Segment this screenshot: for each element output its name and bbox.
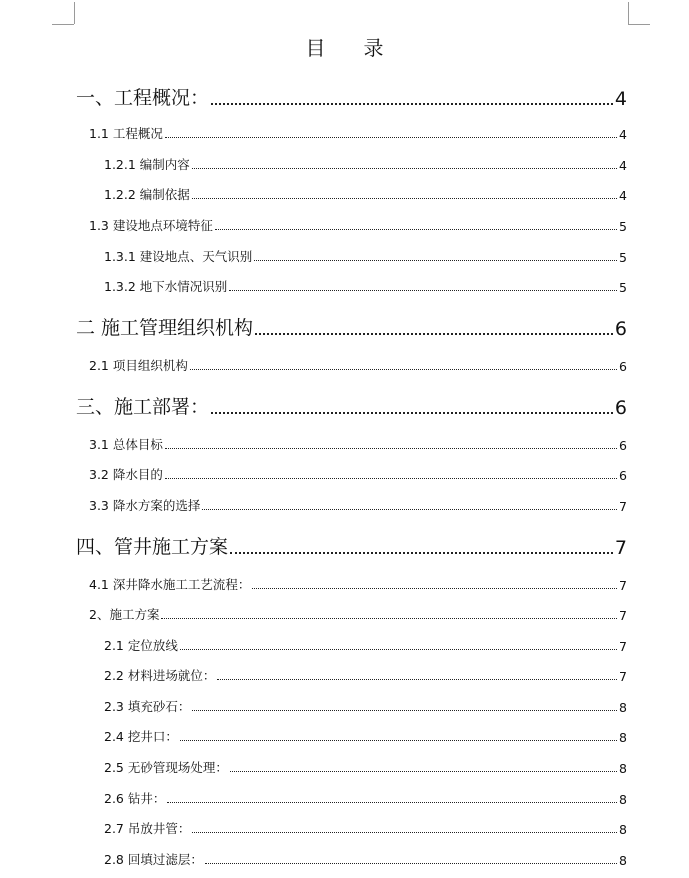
toc-dot-leader xyxy=(229,290,617,291)
toc-dot-leader xyxy=(205,863,617,864)
toc-entry[interactable] xyxy=(104,155,627,173)
toc-entry-label: 3.1 总体目标 xyxy=(89,437,163,452)
toc-entry-page-number: 6 xyxy=(619,438,627,453)
toc-entry-page-number: 7 xyxy=(619,608,627,623)
toc-entry[interactable] xyxy=(104,758,627,776)
toc-dot-leader xyxy=(167,802,617,803)
toc-entry-label: 2.5 无砂管现场处理： xyxy=(104,760,228,775)
toc-dot-leader xyxy=(215,229,617,230)
toc-entry[interactable] xyxy=(104,636,627,654)
crop-mark-top-left-horizontal xyxy=(52,24,74,25)
toc-entry-label: 2.7 吊放井管： xyxy=(104,821,191,836)
toc-entry[interactable] xyxy=(89,465,627,483)
toc-dot-leader xyxy=(211,103,613,105)
toc-entry-page-number: 8 xyxy=(619,792,627,807)
toc-title-char-2: 录 xyxy=(363,36,384,60)
toc-entry-label: 2.2 材料进场就位： xyxy=(104,668,216,683)
toc-dot-leader xyxy=(192,168,617,169)
toc-entry-page-number: 4 xyxy=(614,88,627,110)
toc-dot-leader xyxy=(165,137,617,138)
toc-entry-page-number: 6 xyxy=(619,359,627,374)
toc-title xyxy=(0,32,689,61)
crop-mark-top-right-vertical xyxy=(628,2,629,24)
toc-entry[interactable] xyxy=(89,496,627,514)
toc-entry-label: 二 施工管理组织机构 xyxy=(76,317,254,339)
crop-mark-top-right-horizontal xyxy=(628,24,650,25)
toc-entry-page-number: 8 xyxy=(619,822,627,837)
toc-entry[interactable] xyxy=(104,789,627,807)
toc-entry[interactable] xyxy=(104,277,627,295)
toc-dot-leader xyxy=(180,740,617,741)
toc-entry-page-number: 4 xyxy=(619,158,627,173)
toc-entry-label: 2.1 项目组织机构 xyxy=(89,358,188,373)
toc-dot-leader xyxy=(230,552,613,554)
toc-entry-page-number: 5 xyxy=(619,280,627,295)
toc-entry[interactable] xyxy=(89,124,627,142)
toc-entry[interactable] xyxy=(76,314,627,340)
toc-dot-leader xyxy=(217,679,617,680)
toc-entry-page-number: 6 xyxy=(619,468,627,483)
toc-entry[interactable] xyxy=(89,605,627,623)
toc-dot-leader xyxy=(202,509,617,510)
toc-entry-page-number: 8 xyxy=(619,761,627,776)
crop-mark-top-left-vertical xyxy=(74,2,75,24)
toc-entry-label: 三、施工部署： xyxy=(76,396,210,418)
toc-entry-page-number: 4 xyxy=(619,127,627,142)
toc-entry-label: 2.3 填充砂石： xyxy=(104,699,191,714)
toc-entry-label: 一、工程概况： xyxy=(76,87,210,109)
toc-dot-leader xyxy=(230,771,617,772)
toc-entry[interactable] xyxy=(76,533,627,559)
toc-entry-label: 1.2.2 编制依据 xyxy=(104,187,190,202)
toc-entry-label: 2.4 挖井口： xyxy=(104,729,178,744)
toc-entry[interactable] xyxy=(104,819,627,837)
toc-dot-leader xyxy=(165,478,617,479)
toc-entry-label: 1.2.1 编制内容 xyxy=(104,157,190,172)
toc-dot-leader xyxy=(161,618,617,619)
toc-entry[interactable] xyxy=(89,435,627,453)
toc-entry-page-number: 7 xyxy=(619,578,627,593)
toc-entry-label: 1.3 建设地点环境特征 xyxy=(89,218,213,233)
toc-dot-leader xyxy=(192,198,617,199)
toc-dot-leader xyxy=(252,588,617,589)
toc-entry-page-number: 8 xyxy=(619,730,627,745)
toc-title-char-1: 目 xyxy=(305,36,326,60)
toc-entry-page-number: 7 xyxy=(619,499,627,514)
toc-entry[interactable] xyxy=(76,393,627,419)
toc-entry-label: 3.2 降水目的 xyxy=(89,467,163,482)
toc-entry[interactable] xyxy=(104,185,627,203)
toc-entry-page-number: 8 xyxy=(619,700,627,715)
toc-dot-leader xyxy=(165,448,617,449)
toc-entry-page-number: 6 xyxy=(614,318,627,340)
toc-entry-label: 1.3.1 建设地点、天气识别 xyxy=(104,249,253,264)
toc-entry[interactable] xyxy=(104,850,627,868)
toc-entry-page-number: 8 xyxy=(619,853,627,868)
toc-entry-page-number: 5 xyxy=(619,219,627,234)
toc-entry-page-number: 7 xyxy=(614,537,627,559)
toc-entry-page-number: 5 xyxy=(619,250,627,265)
toc-dot-leader xyxy=(192,832,617,833)
toc-entry[interactable] xyxy=(104,727,627,745)
toc-entry-label: 3.3 降水方案的选择 xyxy=(89,498,201,513)
toc-entry[interactable] xyxy=(89,216,627,234)
toc-entry-label: 2.1 定位放线 xyxy=(104,638,178,653)
toc-entry[interactable] xyxy=(104,247,627,265)
toc-dot-leader xyxy=(190,369,617,370)
toc-entry-page-number: 6 xyxy=(614,397,627,419)
toc-dot-leader xyxy=(255,333,613,335)
toc-entry-label: 2、施工方案 xyxy=(89,607,160,622)
toc-entry-page-number: 7 xyxy=(619,669,627,684)
toc-entry-page-number: 7 xyxy=(619,639,627,654)
toc-dot-leader xyxy=(254,260,617,261)
toc-entry-page-number: 4 xyxy=(619,188,627,203)
toc-entry[interactable] xyxy=(89,575,627,593)
toc-entry-label: 2.8 回填过滤层： xyxy=(104,852,203,867)
toc-dot-leader xyxy=(211,412,613,414)
toc-entry[interactable] xyxy=(89,356,627,374)
toc-entry[interactable] xyxy=(104,697,627,715)
toc-entry[interactable] xyxy=(104,666,627,684)
toc-entry-label: 1.3.2 地下水情况识别 xyxy=(104,279,228,294)
toc-dot-leader xyxy=(180,649,617,650)
toc-entry-label: 1.1 工程概况 xyxy=(89,126,163,141)
toc-entry-label: 2.6 钻井： xyxy=(104,791,166,806)
toc-entry[interactable] xyxy=(76,84,627,110)
toc-entry-label: 四、管井施工方案 xyxy=(76,536,229,558)
toc-entry-label: 4.1 深井降水施工工艺流程： xyxy=(89,577,251,592)
toc-dot-leader xyxy=(192,710,617,711)
